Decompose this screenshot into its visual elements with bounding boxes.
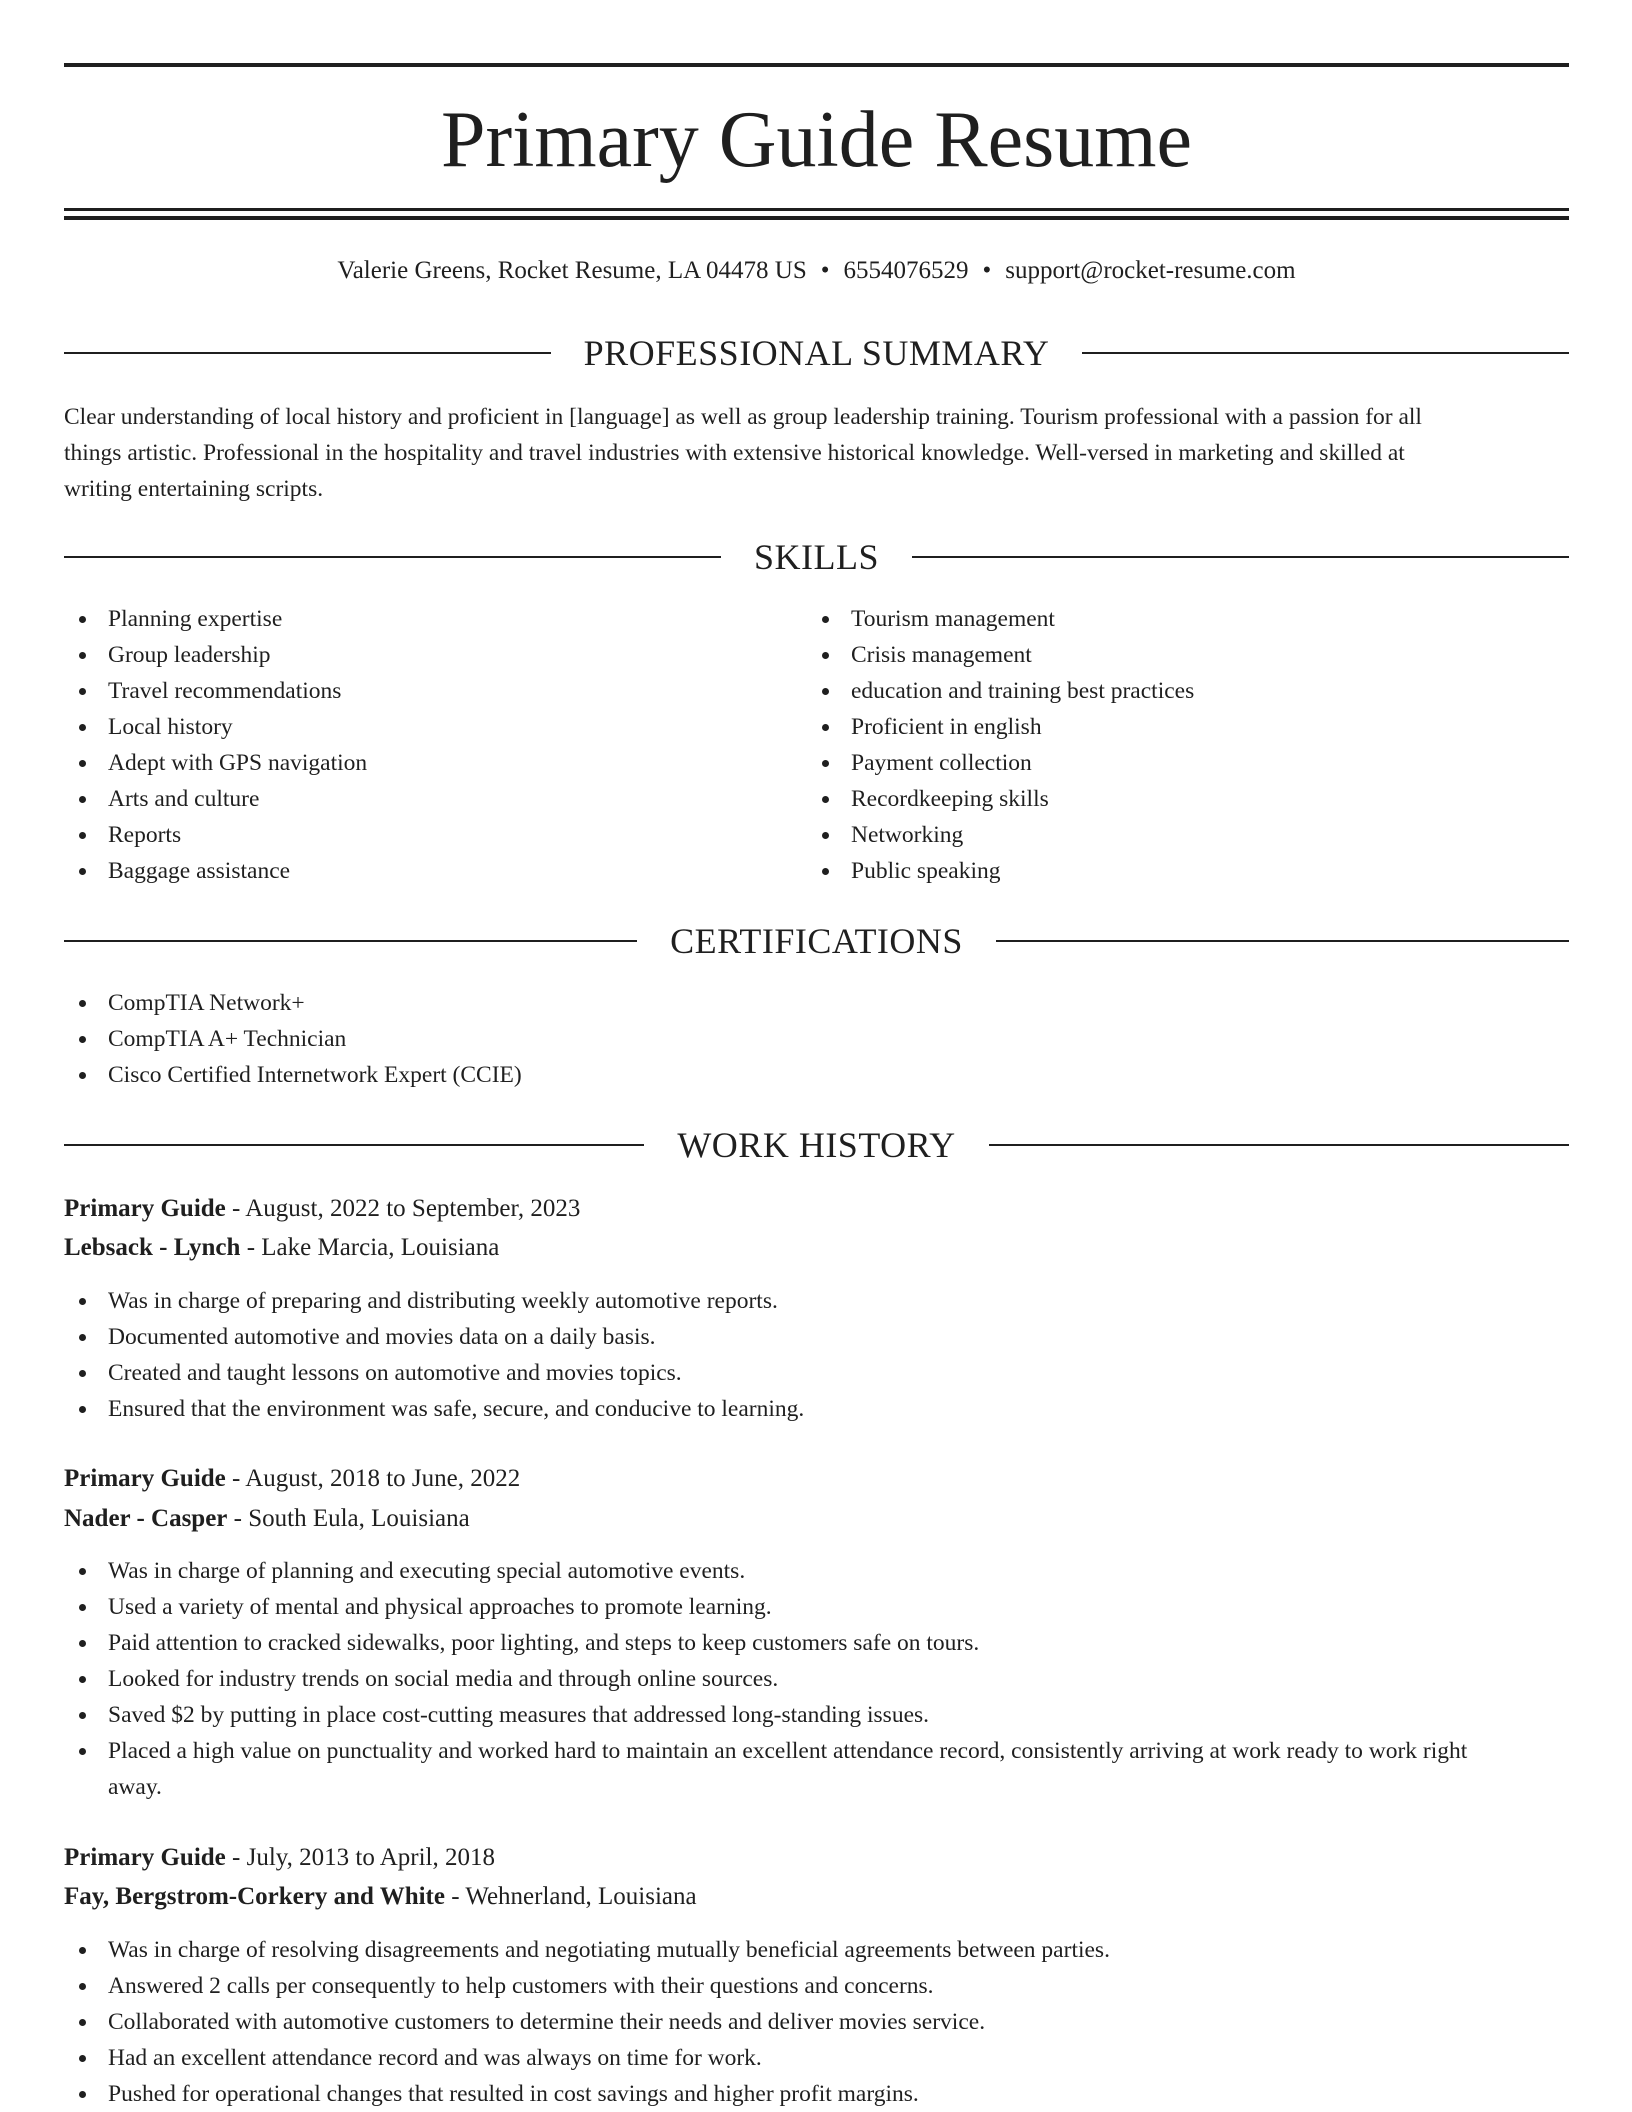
job-bullet: Created and taught lessons on automotive and movies topics. (64, 1355, 1569, 1391)
contact-line (64, 253, 1569, 289)
certification-item: CompTIA Network+ (64, 985, 1569, 1021)
skill-item: Adept with GPS navigation (64, 745, 804, 781)
job-company-line (64, 1229, 1569, 1267)
heading-rule (64, 352, 551, 354)
skills-list-right (807, 601, 1567, 889)
skill-item: education and training best practices (807, 673, 1567, 709)
certification-item: Cisco Certified Internetwork Expert (CCIE) (64, 1057, 1569, 1093)
job-title-line (64, 1190, 1569, 1228)
heading-rule (989, 1144, 1569, 1146)
summary-line: Clear understanding of local history and proficient in [language] as well as group leadership training. Tourism professional with a passion for all (64, 404, 1422, 430)
contact-email: support@rocket-resume.com (1005, 257, 1296, 284)
job-bullet: Placed a high value on punctuality and worked hard to maintain an excellent attendance record, consistently arriving at work ready to work right (64, 1733, 1569, 1769)
skill-item: Travel recommendations (64, 673, 804, 709)
certification-item: CompTIA A+ Technician (64, 1021, 1569, 1057)
job-dash: - (240, 1234, 262, 1261)
job-bullets (64, 1932, 1569, 2112)
heading-rule (64, 940, 637, 942)
job-dash: - (227, 1505, 249, 1532)
job-company: Lebsack - Lynch (64, 1234, 241, 1261)
summary-heading (64, 331, 1569, 375)
heading-rule (64, 556, 721, 558)
job-bullet: Ensured that the environment was safe, secure, and conducive to learning. (64, 1391, 1569, 1427)
job-bullet: Answered 2 calls per consequently to help customers with their questions and concerns. (64, 1968, 1569, 2004)
contact-address: Valerie Greens, Rocket Resume, LA 04478 US (337, 257, 807, 284)
job-bullet: Paid attention to cracked sidewalks, poor lighting, and steps to keep customers safe on tours. (64, 1625, 1569, 1661)
skill-item: Tourism management (807, 601, 1567, 637)
skill-item: Planning expertise (64, 601, 804, 637)
summary-text (64, 399, 1569, 507)
heading-rule (996, 940, 1569, 942)
job-bullet: Looked for industry trends on social media and through online sources. (64, 1661, 1569, 1697)
summary-heading-text: PROFESSIONAL SUMMARY (583, 333, 1050, 373)
job-location: South Eula, Louisiana (248, 1505, 470, 1532)
certifications-heading-text: CERTIFICATIONS (670, 921, 963, 961)
skill-item: Proficient in english (807, 709, 1567, 745)
heading-rule (1082, 352, 1569, 354)
job-bullet: Pushed for operational changes that resulted in cost savings and higher profit margins. (64, 2076, 1569, 2112)
summary-line: things artistic. Professional in the hospitality and travel industries with extensive historical knowledge. Well-versed in marketing and skilled at (64, 440, 1405, 466)
job-title-line (64, 1839, 1569, 1877)
work-history-heading-text: WORK HISTORY (677, 1125, 956, 1165)
certifications-heading (64, 919, 1569, 963)
job-dash: - (225, 1465, 246, 1492)
skills-list-left (64, 601, 804, 889)
certifications-list (64, 985, 1569, 1093)
job-bullets (64, 1553, 1569, 1769)
title-rule-upper (64, 208, 1569, 211)
contact-phone: 6554076529 (843, 257, 969, 284)
work-history-heading (64, 1123, 1569, 1167)
job-company: Nader - Casper (64, 1505, 228, 1532)
job-dash: - (225, 1844, 247, 1871)
title-rule-lower (64, 216, 1569, 220)
job-bullet: Documented automotive and movies data on a daily basis. (64, 1319, 1569, 1355)
job-dates: August, 2018 to June, 2022 (245, 1465, 521, 1492)
job-bullet-continuation: away. (108, 1774, 162, 1800)
job-location: Wehnerland, Louisiana (465, 1883, 697, 1910)
job-title: Primary Guide (64, 1465, 226, 1492)
job-bullet: Was in charge of resolving disagreements and negotiating mutually beneficial agreements between parties. (64, 1932, 1569, 1968)
heading-rule (912, 556, 1569, 558)
top-rule (64, 63, 1569, 67)
job-bullet: Was in charge of preparing and distributing weekly automotive reports. (64, 1283, 1569, 1319)
skill-item: Networking (807, 817, 1567, 853)
job-title-line (64, 1460, 1569, 1498)
skill-item: Public speaking (807, 853, 1567, 889)
skill-item: Group leadership (64, 637, 804, 673)
job-company-line (64, 1878, 1569, 1916)
job-location: Lake Marcia, Louisiana (261, 1234, 500, 1261)
job-bullet: Collaborated with automotive customers to determine their needs and deliver movies service. (64, 2004, 1569, 2040)
job-bullet: Used a variety of mental and physical approaches to promote learning. (64, 1589, 1569, 1625)
job-dash: - (444, 1883, 466, 1910)
skill-item: Local history (64, 709, 804, 745)
summary-line: writing entertaining scripts. (64, 476, 324, 502)
job-bullet: Had an excellent attendance record and was always on time for work. (64, 2040, 1569, 2076)
job-dates: July, 2013 to April, 2018 (246, 1844, 495, 1871)
job-bullets (64, 1283, 1569, 1427)
job-company-line (64, 1500, 1569, 1538)
skill-item: Arts and culture (64, 781, 804, 817)
job-bullet: Was in charge of planning and executing special automotive events. (64, 1553, 1569, 1589)
job-dates: August, 2022 to September, 2023 (245, 1195, 581, 1222)
contact-separator: • (820, 257, 830, 284)
resume-title: Primary Guide Resume (441, 96, 1192, 184)
skill-item: Payment collection (807, 745, 1567, 781)
skills-heading-text: SKILLS (754, 537, 880, 577)
skill-item: Baggage assistance (64, 853, 804, 889)
job-company: Fay, Bergstrom-Corkery and White (64, 1883, 445, 1910)
skill-item: Recordkeeping skills (807, 781, 1567, 817)
job-title: Primary Guide (64, 1195, 226, 1222)
job-bullet: Saved $2 by putting in place cost-cutting measures that addressed long-standing issues. (64, 1697, 1569, 1733)
skill-item: Crisis management (807, 637, 1567, 673)
contact-separator: • (982, 257, 992, 284)
job-title: Primary Guide (64, 1844, 226, 1871)
heading-rule (64, 1144, 644, 1146)
job-dash: - (225, 1195, 246, 1222)
skills-heading (64, 535, 1569, 579)
skill-item: Reports (64, 817, 804, 853)
